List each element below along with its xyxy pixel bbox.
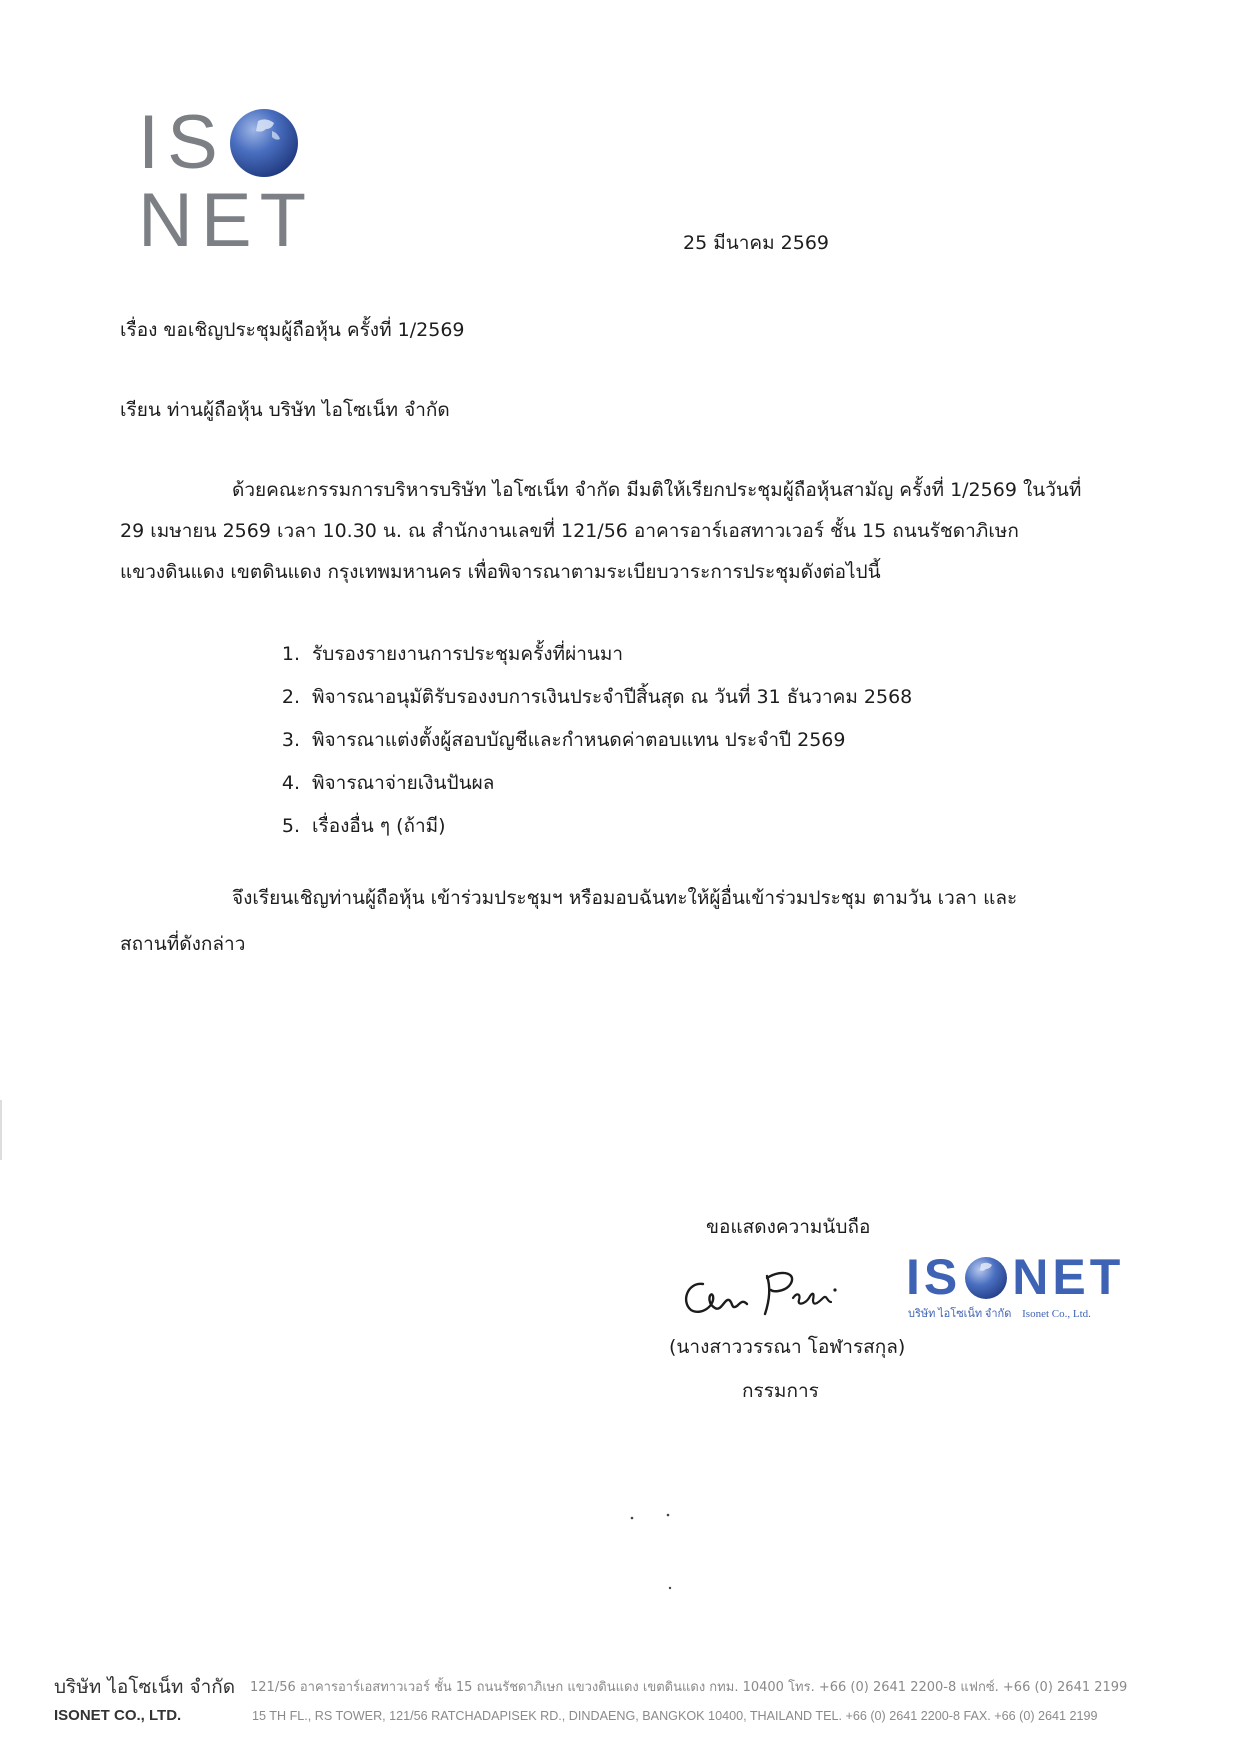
stamp-text-right: NET [1012,1249,1125,1305]
closing-line: จึงเรียนเชิญท่านผู้ถือหุ้น เข้าร่วมประชุมฯ หรือมอบฉันทะให้ผู้อื่นเข้าร่วมประชุม ตามวัน เวลา และ [232,887,1018,909]
globe-icon [963,1255,1009,1301]
letter-salutation: เรียน ท่านผู้ถือหุ้น บริษัท ไอโซเน็ท จำกัด [120,399,450,421]
globe-icon [228,107,300,179]
stamp-subtitle-en: Isonet Co., Ltd. [1022,1308,1091,1320]
body-line: แขวงดินแดง เขตดินแดง กรุงเทพมหานคร เพื่อพิจารณาตามระเบียบวาระการประชุมดังต่อไปนี้ [120,561,881,583]
logo-text-right: NET [138,178,314,263]
signer-position: กรรมการ [742,1380,819,1402]
agenda-item: เรื่องอื่น ๆ (ถ้ามี) [312,815,446,837]
body-line: 29 เมษายน 2569 เวลา 10.30 น. ณ สำนักงานเลขที่ 121/56 อาคารอาร์เอสทาวเวอร์ ชั้น 15 ถนนรัชดาภิเษก [120,520,1019,542]
stamp-text-left: IS [906,1249,962,1305]
letter-subject: เรื่อง ขอเชิญประชุมผู้ถือหุ้น ครั้งที่ 1/2569 [120,319,465,341]
regards-text: ขอแสดงความนับถือ [706,1216,871,1238]
agenda-number: 1. [281,643,300,665]
signer-name: (นางสาววรรณา โอฬารสกุล) [669,1336,906,1358]
agenda-item: พิจารณาจ่ายเงินปันผล [312,772,495,794]
agenda-number: 3. [281,729,300,751]
agenda-item: พิจารณาแต่งตั้งผู้สอบบัญชีและกำหนดค่าตอบแทน ประจำปี 2569 [312,729,846,751]
agenda-number: 2. [281,686,300,708]
footer-company-en: ISONET CO., LTD. [54,1707,182,1724]
footer-address-th: 121/56 อาคารอาร์เอสทาวเวอร์ ชั้น 15 ถนนรัชดาภิเษก แขวงดินแดง เขตดินแดง กทม. 10400 โทร. +66 (0) 2641 2200-8 แฟกซ์. +66 (0) 2641 2199 [250,1680,1128,1695]
signature [675,1262,875,1322]
agenda-number: 4. [281,772,300,794]
logo-text-left: IS [138,100,226,185]
closing-line: สถานที่ดังกล่าว [120,933,246,955]
company-logo [138,100,468,263]
letter-date: 25 มีนาคม 2569 [683,232,830,254]
stamp-subtitle-th: บริษัท ไอโซเน็ท จำกัด [908,1308,1012,1320]
company-stamp-logo [906,1249,1130,1320]
agenda-number: 5. [281,815,300,837]
body-line: ด้วยคณะกรรมการบริหารบริษัท ไอโซเน็ท จำกัด มีมติให้เรียกประชุมผู้ถือหุ้นสามัญ ครั้งที่ 1/2569 ในวันที่ [232,479,1082,501]
footer-company-th: บริษัท ไอโซเน็ท จำกัด [54,1676,236,1698]
agenda-item: พิจารณาอนุมัติรับรองงบการเงินประจำปีสิ้นสุด ณ วันที่ 31 ธันวาคม 2568 [312,686,913,708]
footer-address-en: 15 TH FL., RS TOWER, 121/56 RATCHADAPISEK RD., DINDAENG, BANGKOK 10400, THAILAND TEL. +66 (0) 2641 2200-8 FAX. +66 (0) 2641 2199 [252,1709,1098,1723]
agenda-item: รับรองรายงานการประชุมครั้งที่ผ่านมา [312,643,624,665]
